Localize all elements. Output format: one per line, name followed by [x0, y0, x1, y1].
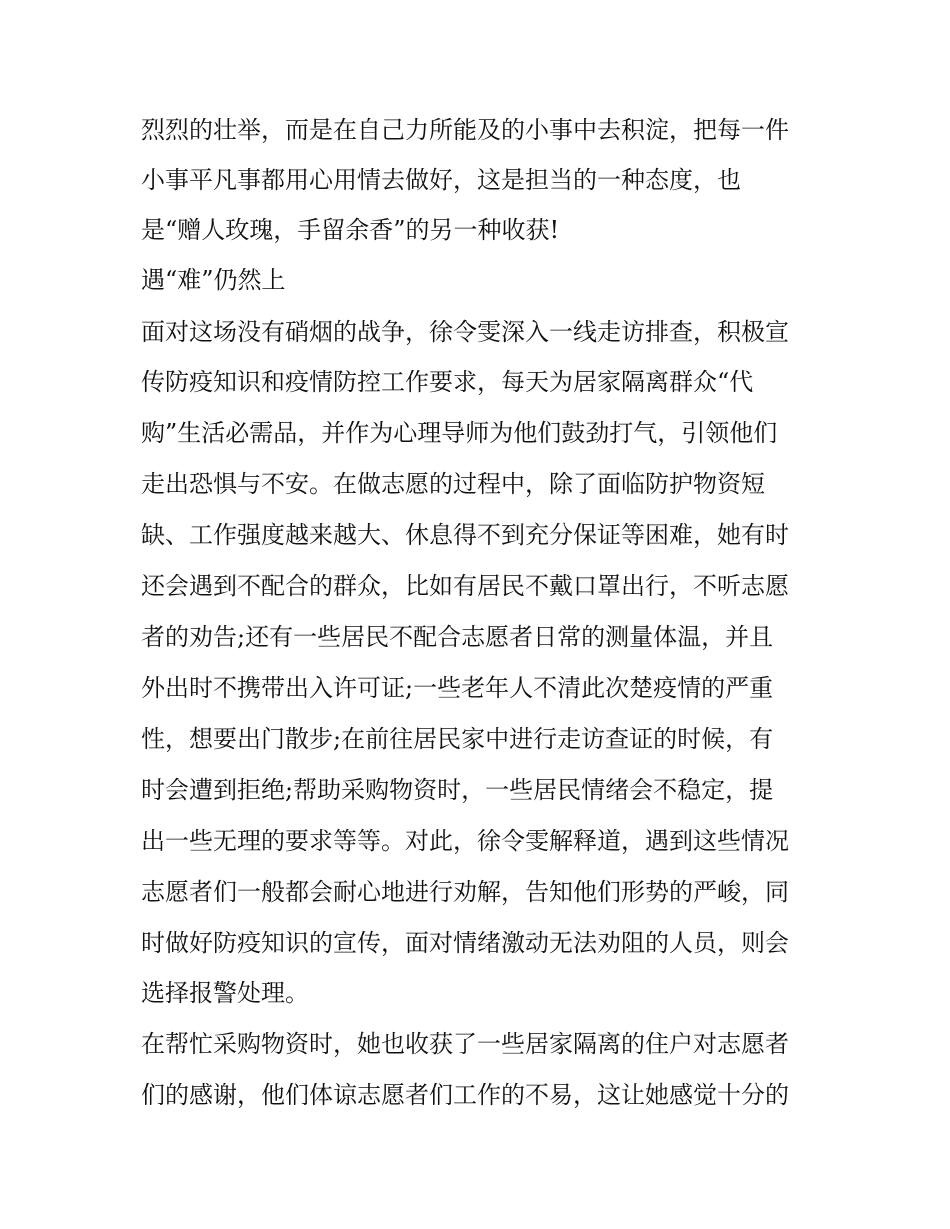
text-line: 者的劝告;还有一些居民不配合志愿者日常的测量体温，并且: [141, 623, 774, 651]
section-heading: 遇“难”仍然上: [141, 266, 286, 294]
text-line: 志愿者们一般都会耐心地进行劝解，告知他们形势的严峻，同: [141, 878, 789, 906]
text-line: 时会遭到拒绝;帮助采购物资时，一些居民情绪会不稳定，提: [141, 776, 774, 804]
text-line: 是“赠人玫瑰，手留余香”的另一种收获!: [141, 216, 560, 244]
text-line: 们的感谢，他们体谅志愿者们工作的不易，这让她感觉十分的: [141, 1081, 789, 1109]
text-line: 小事平凡事都用心用情去做好，这是担当的一种态度，也: [141, 166, 741, 194]
text-line: 性，想要出门散步;在前往居民家中进行走访查证的时候，有: [141, 725, 774, 753]
text-line: 出一些无理的要求等等。对此，徐令雯解释道，遇到这些情况: [141, 827, 789, 855]
text-line: 选择报警处理。: [141, 979, 309, 1007]
text-line: 缺、工作强度越来越大、休息得不到充分保证等困难，她有时: [141, 521, 789, 549]
text-line: 在帮忙采购物资时，她也收获了一些居家隔离的住户对志愿者: [141, 1030, 789, 1058]
text-line: 烈烈的壮举，而是在自己力所能及的小事中去积淀，把每一件: [141, 116, 789, 144]
text-line: 外出时不携带出入许可证;一些老年人不清此次楚疫情的严重: [141, 674, 774, 702]
text-line: 面对这场没有硝烟的战争，徐令雯深入一线走访排查，积极宣: [141, 318, 789, 346]
text-line: 还会遇到不配合的群众，比如有居民不戴口罩出行，不听志愿: [141, 572, 789, 600]
text-line: 走出恐惧与不安。在做志愿的过程中，除了面临防护物资短: [141, 470, 765, 498]
text-line: 时做好防疫知识的宣传，面对情绪激动无法劝阻的人员，则会: [141, 929, 789, 957]
text-line: 购”生活必需品，并作为心理导师为他们鼓劲打气，引领他们: [141, 419, 778, 447]
text-line: 传防疫知识和疫情防控工作要求，每天为居家隔离群众“代: [141, 368, 754, 396]
